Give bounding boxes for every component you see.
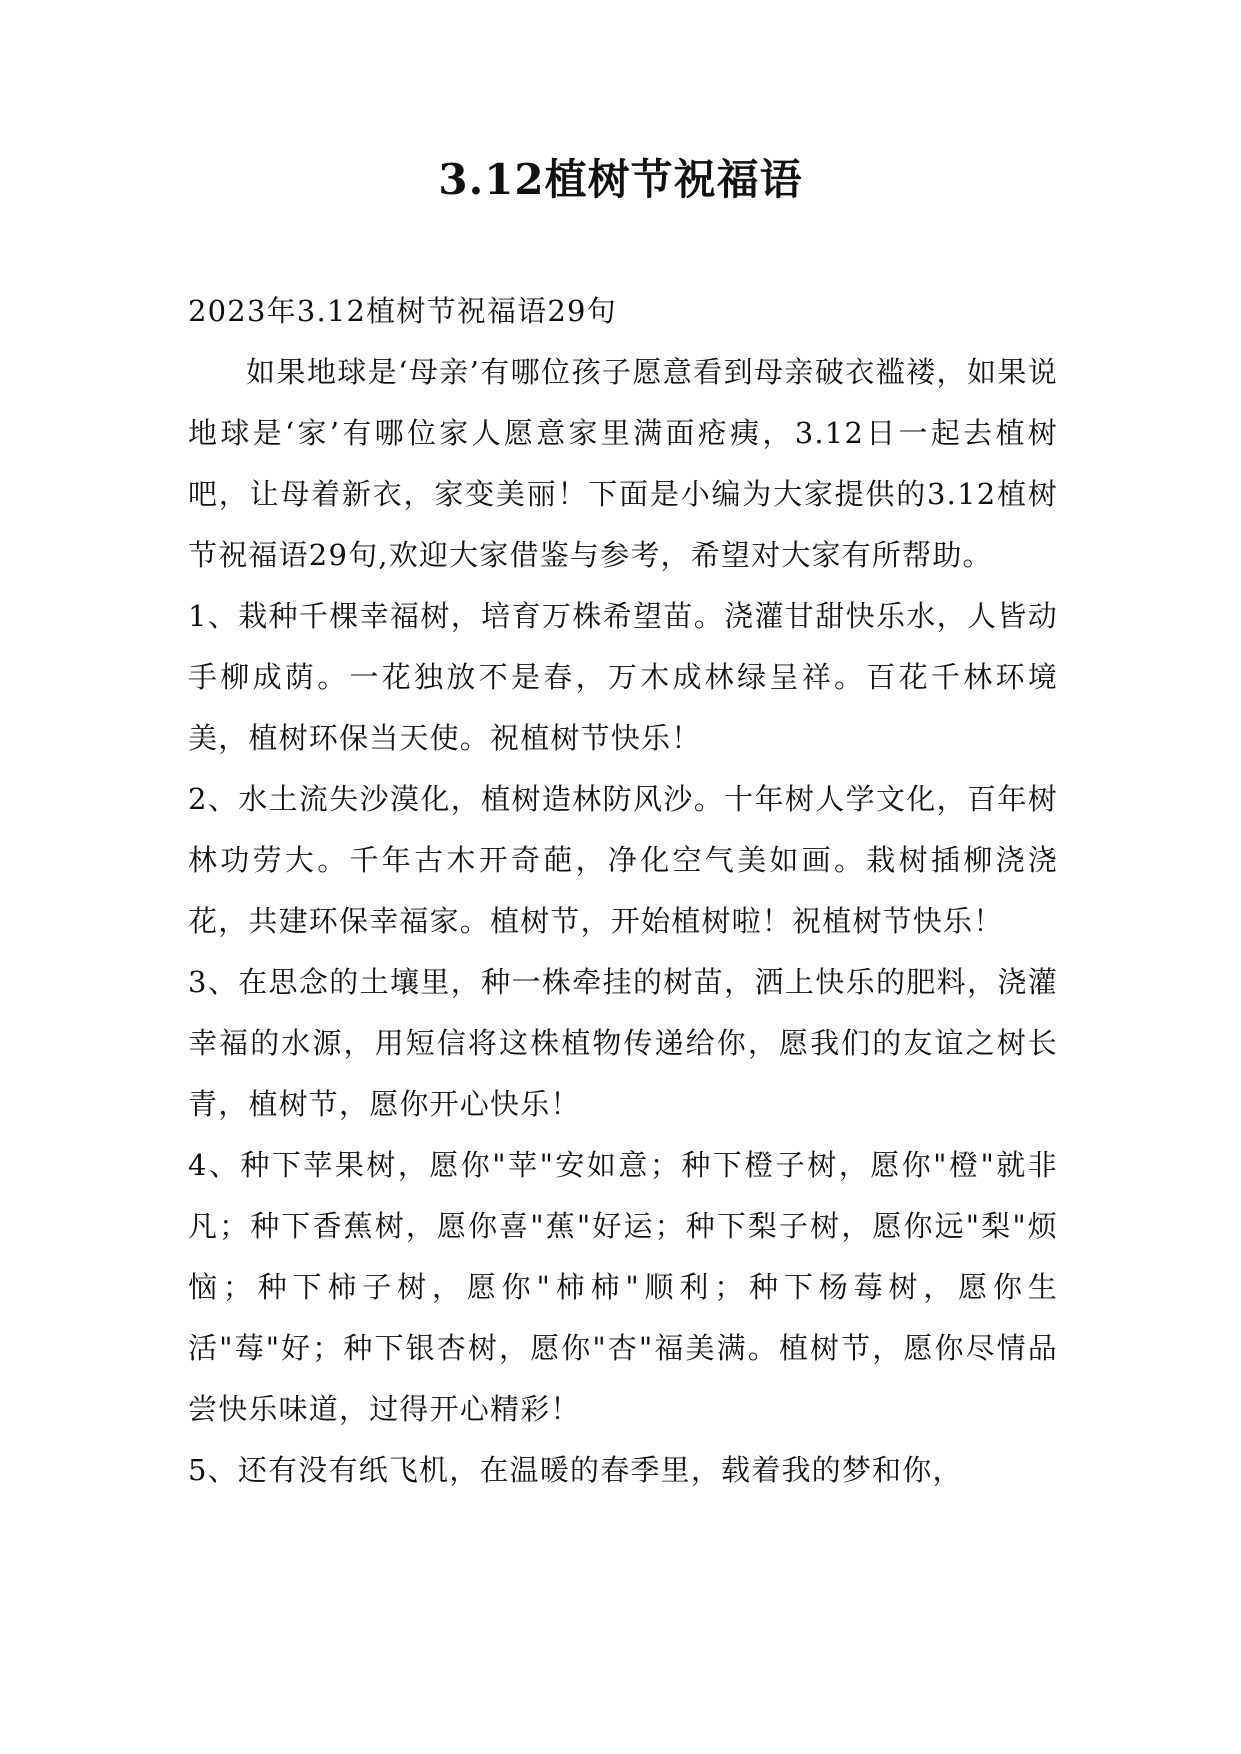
- page-title: 3.12植树节祝福语: [438, 155, 803, 204]
- document-subtitle: 2023年3.12植树节祝福语29句: [188, 294, 617, 328]
- list-item: 5、还有没有纸飞机，在温暖的春季里，载着我的梦和你，: [188, 1453, 963, 1487]
- list-item: 3、在思念的土壤里，种一株牵挂的树苗，洒上快乐的肥料，浇灌幸福的水源，用短信将这株植物传递给你，愿我们的友谊之树长青，植树节，愿你开心快乐！: [188, 965, 1058, 1121]
- list-item: 1、栽种千棵幸福树，培育万株希望苗。浇灌甘甜快乐水，人皆动手柳成荫。一花独放不是春，万木成林绿呈祥。百花千林环境美，植树环保当天使。祝植树节快乐！: [188, 599, 1058, 755]
- intro-paragraph: 如果地球是‘母亲’有哪位孩子愿意看到母亲破衣褴褛，如果说地球是‘家’有哪位家人愿意家里满面疮痍，3.12日一起去植树吧，让母着新衣，家变美丽！下面是小编为大家提供的3.12植树节祝福语29句,欢迎大家借鉴与参考，希望对大家有所帮助。: [188, 355, 1058, 572]
- list-item: 2、水土流失沙漠化，植树造林防风沙。十年树人学文化，百年树林功劳大。千年古木开奇葩，净化空气美如画。栽树插柳浇浇花，共建环保幸福家。植树节，开始植树啦！祝植树节快乐！: [188, 782, 1058, 938]
- document-body: [188, 281, 1058, 1501]
- list-item: 4、种下苹果树，愿你"苹"安如意；种下橙子树，愿你"橙"就非凡；种下香蕉树，愿你喜"蕉"好运；种下梨子树，愿你远"梨"烦恼；种下柿子树，愿你"柿柿"顺利；种下杨莓树，愿你生活"莓"好；种下银杏树，愿你"杏"福美满。植树节，愿你尽情品尝快乐味道，过得开心精彩！: [188, 1148, 1058, 1426]
